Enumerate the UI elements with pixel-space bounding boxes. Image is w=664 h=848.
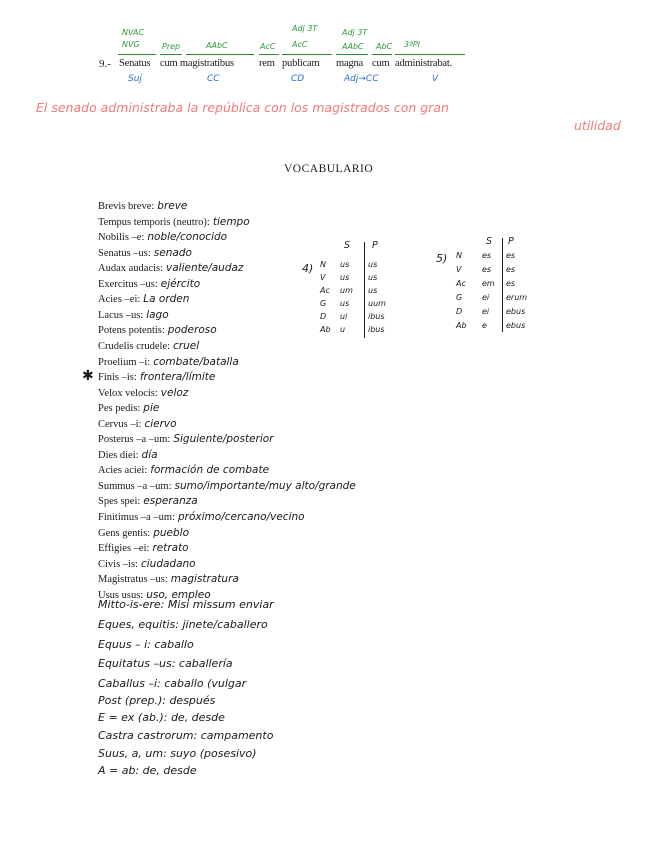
spanish-meaning: combate/batalla <box>153 355 239 368</box>
latin-term: Audax audacis: <box>98 263 164 275</box>
sentence-number: 9.- <box>99 58 111 70</box>
latin-term: Acies aciei: <box>98 465 148 477</box>
plural-ending: uum <box>368 299 386 308</box>
latin-term: Dies diei: <box>98 449 139 461</box>
singular-header: S <box>486 236 493 247</box>
plural-ending: es <box>506 251 516 260</box>
declension-number: 4) <box>302 262 314 275</box>
fifth-declension-table <box>436 236 556 336</box>
latin-term: Posterus –a –um: <box>98 434 171 446</box>
word-underline <box>282 54 332 55</box>
sentence-word: cum magistratibus <box>160 58 234 69</box>
fourth-declension-table <box>302 240 422 340</box>
vocabulary-entry <box>98 247 192 259</box>
case-label: D <box>456 307 463 316</box>
sentence-word: cum <box>372 58 390 69</box>
case-label: Ac <box>320 286 330 295</box>
spanish-meaning: lago <box>146 308 169 321</box>
handwritten-entry: Equitatus –us: caballería <box>98 657 233 670</box>
latin-term: Usus usus: <box>98 589 144 601</box>
spanish-meaning: valiente/audaz <box>166 262 244 275</box>
word-underline <box>118 54 156 55</box>
plural-ending: es <box>506 279 516 288</box>
vocabulary-entry <box>98 433 274 445</box>
vocabulary-entry <box>98 262 243 274</box>
spanish-meaning: poderoso <box>167 324 217 337</box>
plural-ending: ebus <box>506 307 526 316</box>
word-underline <box>186 54 254 55</box>
latin-term: Acies –ei: <box>98 294 141 306</box>
handwritten-entry: E = ex (ab.): de, desde <box>98 711 225 724</box>
singular-ending: es <box>482 265 492 274</box>
column-divider <box>502 238 503 332</box>
spanish-meaning: La orden <box>143 293 190 306</box>
singular-ending: us <box>340 299 350 308</box>
spanish-meaning: ciudadano <box>140 557 196 570</box>
vocabulary-entry <box>98 309 169 321</box>
singular-ending: us <box>340 260 350 269</box>
spanish-meaning: uso, empleo <box>146 588 211 601</box>
handwritten-entry: Mitto-is-ere: Misi missum enviar <box>98 598 274 611</box>
vocabulary-title: VOCABULARIO <box>284 163 374 175</box>
handwritten-entry: Caballus –i: caballo (vulgar <box>98 677 247 690</box>
vocabulary-entry <box>98 527 189 539</box>
vocabulary-entry <box>98 293 189 305</box>
spanish-meaning: senado <box>153 246 192 259</box>
syntax-annotation: V <box>432 74 439 84</box>
handwritten-entry: Post (prep.): después <box>98 694 216 707</box>
vocabulary-entry <box>98 558 196 570</box>
declension-number: 5) <box>436 252 448 265</box>
sentence-word: magna <box>336 58 363 69</box>
vocabulary-entry <box>98 371 215 383</box>
plural-ending: ebus <box>506 321 526 330</box>
grammar-annotation: NVG <box>122 40 140 49</box>
star-mark: ✱ <box>82 369 94 384</box>
singular-ending: em <box>482 279 495 288</box>
latin-term: Finitimus –a –um: <box>98 512 176 523</box>
plural-ending: us <box>368 260 378 269</box>
latin-term: Lacus –us: <box>98 309 144 321</box>
vocabulary-entry <box>98 231 227 243</box>
latin-term: Tempus temporis (neutro): <box>98 216 210 228</box>
vocabulary-entry <box>98 573 239 585</box>
handwritten-entry: Eques, equitis: jinete/caballero <box>98 618 268 631</box>
plural-header: P <box>372 240 378 251</box>
word-underline <box>259 54 279 55</box>
vocabulary-entry <box>98 542 189 554</box>
grammar-annotation: AcC <box>292 40 308 49</box>
grammar-annotation: Prep <box>162 42 181 51</box>
latin-term: Summus –a –um: <box>98 480 172 492</box>
latin-term: Cervus –i: <box>98 418 142 430</box>
spanish-meaning: cruel <box>173 339 200 352</box>
spanish-meaning: sumo/importante/muy alto/grande <box>174 479 356 492</box>
plural-ending: ibus <box>368 325 385 334</box>
case-label: G <box>320 299 327 308</box>
case-label: Ab <box>456 321 467 330</box>
handwritten-entry: Equus – i: caballo <box>98 638 194 651</box>
latin-term: Magistratus –us: <box>98 574 168 586</box>
latin-term: Pes pedis: <box>98 403 141 415</box>
spanish-meaning: tiempo <box>212 215 250 228</box>
vocabulary-entry <box>98 418 177 430</box>
vocabulary-entry <box>98 480 356 492</box>
singular-ending: um <box>340 286 353 295</box>
plural-ending: es <box>506 265 516 274</box>
syntax-annotation: CD <box>291 74 305 84</box>
case-label: V <box>320 273 326 282</box>
latin-term: Crudelis crudele: <box>98 340 171 352</box>
latin-term: Senatus –us: <box>98 247 151 259</box>
latin-term: Effigies –ei: <box>98 543 150 555</box>
grammar-annotation: AAbC <box>342 42 364 51</box>
singular-ending: ei <box>482 307 490 316</box>
syntax-annotation: Suj <box>128 74 142 84</box>
spanish-meaning: próximo/cercano/vecino <box>178 511 305 523</box>
plural-ending: us <box>368 273 378 282</box>
plural-header: P <box>508 236 514 247</box>
grammar-annotation: AbC <box>376 42 393 51</box>
case-label: Ac <box>456 279 466 288</box>
handwritten-entry: Castra castrorum: campamento <box>98 729 274 742</box>
singular-ending: ui <box>340 312 348 321</box>
plural-ending: erum <box>506 293 528 302</box>
vocabulary-entry <box>98 324 217 336</box>
spanish-meaning: magistratura <box>170 573 239 586</box>
vocabulary-entry <box>98 340 199 352</box>
spanish-meaning: ciervo <box>144 417 177 430</box>
vocabulary-entry <box>98 402 159 414</box>
latin-term: Proelium –i: <box>98 356 151 368</box>
column-divider <box>364 242 365 338</box>
vocabulary-entry <box>98 387 188 399</box>
spanish-meaning: frontera/límite <box>139 371 216 384</box>
word-underline <box>372 54 392 55</box>
vocabulary-entry <box>98 200 187 212</box>
spanish-meaning: ejército <box>160 277 201 290</box>
plural-ending: ibus <box>368 312 385 321</box>
case-label: V <box>456 265 462 274</box>
syntax-annotation: CC <box>207 74 220 84</box>
translation-line: utilidad <box>574 118 621 133</box>
handwritten-entry: A = ab: de, desde <box>98 764 197 777</box>
latin-term: Brevis breve: <box>98 201 155 212</box>
word-underline <box>336 54 368 55</box>
spanish-meaning: Siguiente/posterior <box>173 433 274 446</box>
plural-ending: us <box>368 286 378 295</box>
sentence-word: rem <box>259 58 275 69</box>
vocabulary-entry <box>98 511 305 523</box>
spanish-meaning: día <box>141 448 158 461</box>
translation-line: El senado administraba la república con los magistrados con gran <box>36 100 449 115</box>
vocabulary-entry <box>98 464 269 476</box>
latin-term: Gens gentis: <box>98 527 151 539</box>
spanish-meaning: breve <box>157 200 188 212</box>
grammar-annotation: NVAC <box>122 28 144 37</box>
handwritten-entry: Suus, a, um: suyo (posesivo) <box>98 747 257 760</box>
spanish-meaning: veloz <box>160 386 189 399</box>
spanish-meaning: esperanza <box>143 495 198 508</box>
singular-ending: es <box>482 251 492 260</box>
spanish-meaning: pie <box>143 402 160 415</box>
grammar-annotation: 3ªPI <box>404 40 421 49</box>
syntax-annotation: Adj→CC <box>344 74 379 84</box>
singular-ending: e <box>482 321 487 330</box>
case-label: N <box>456 251 462 260</box>
grammar-annotation: Adj 3T <box>342 28 368 37</box>
vocabulary-entry <box>98 449 158 461</box>
vocabulary-entry <box>98 278 200 290</box>
latin-term: Civis –is: <box>98 558 138 570</box>
latin-term: Velox velocis: <box>98 387 158 399</box>
latin-term: Finis –is: <box>98 372 137 384</box>
vocabulary-entry <box>98 216 250 228</box>
grammar-annotation: Adj 3T <box>292 24 318 33</box>
latin-term: Spes spei: <box>98 496 141 508</box>
case-label: G <box>456 293 463 302</box>
singular-ending: us <box>340 273 350 282</box>
vocabulary-entry <box>98 356 239 368</box>
latin-term: Nobilis –e: <box>98 232 145 244</box>
grammar-annotation: AAbC <box>206 41 228 50</box>
grammar-annotation: AcC <box>260 42 276 51</box>
word-underline <box>160 54 182 55</box>
sentence-word: administrabat. <box>395 58 452 69</box>
singular-header: S <box>344 240 351 251</box>
case-label: Ab <box>320 325 331 334</box>
singular-ending: u <box>340 325 346 334</box>
spanish-meaning: pueblo <box>153 526 189 539</box>
spanish-meaning: noble/conocido <box>147 231 228 244</box>
spanish-meaning: retrato <box>152 542 189 555</box>
sentence-word: publicam <box>282 58 320 69</box>
spanish-meaning: formación de combate <box>150 464 270 477</box>
sentence-word: Senatus <box>119 58 151 69</box>
vocabulary-entry <box>98 495 198 507</box>
case-label: D <box>320 312 327 321</box>
case-label: N <box>320 260 326 269</box>
word-underline <box>395 54 465 55</box>
latin-term: Potens potentis: <box>98 325 165 337</box>
singular-ending: ei <box>482 293 490 302</box>
latin-term: Exercitus –us: <box>98 278 158 290</box>
